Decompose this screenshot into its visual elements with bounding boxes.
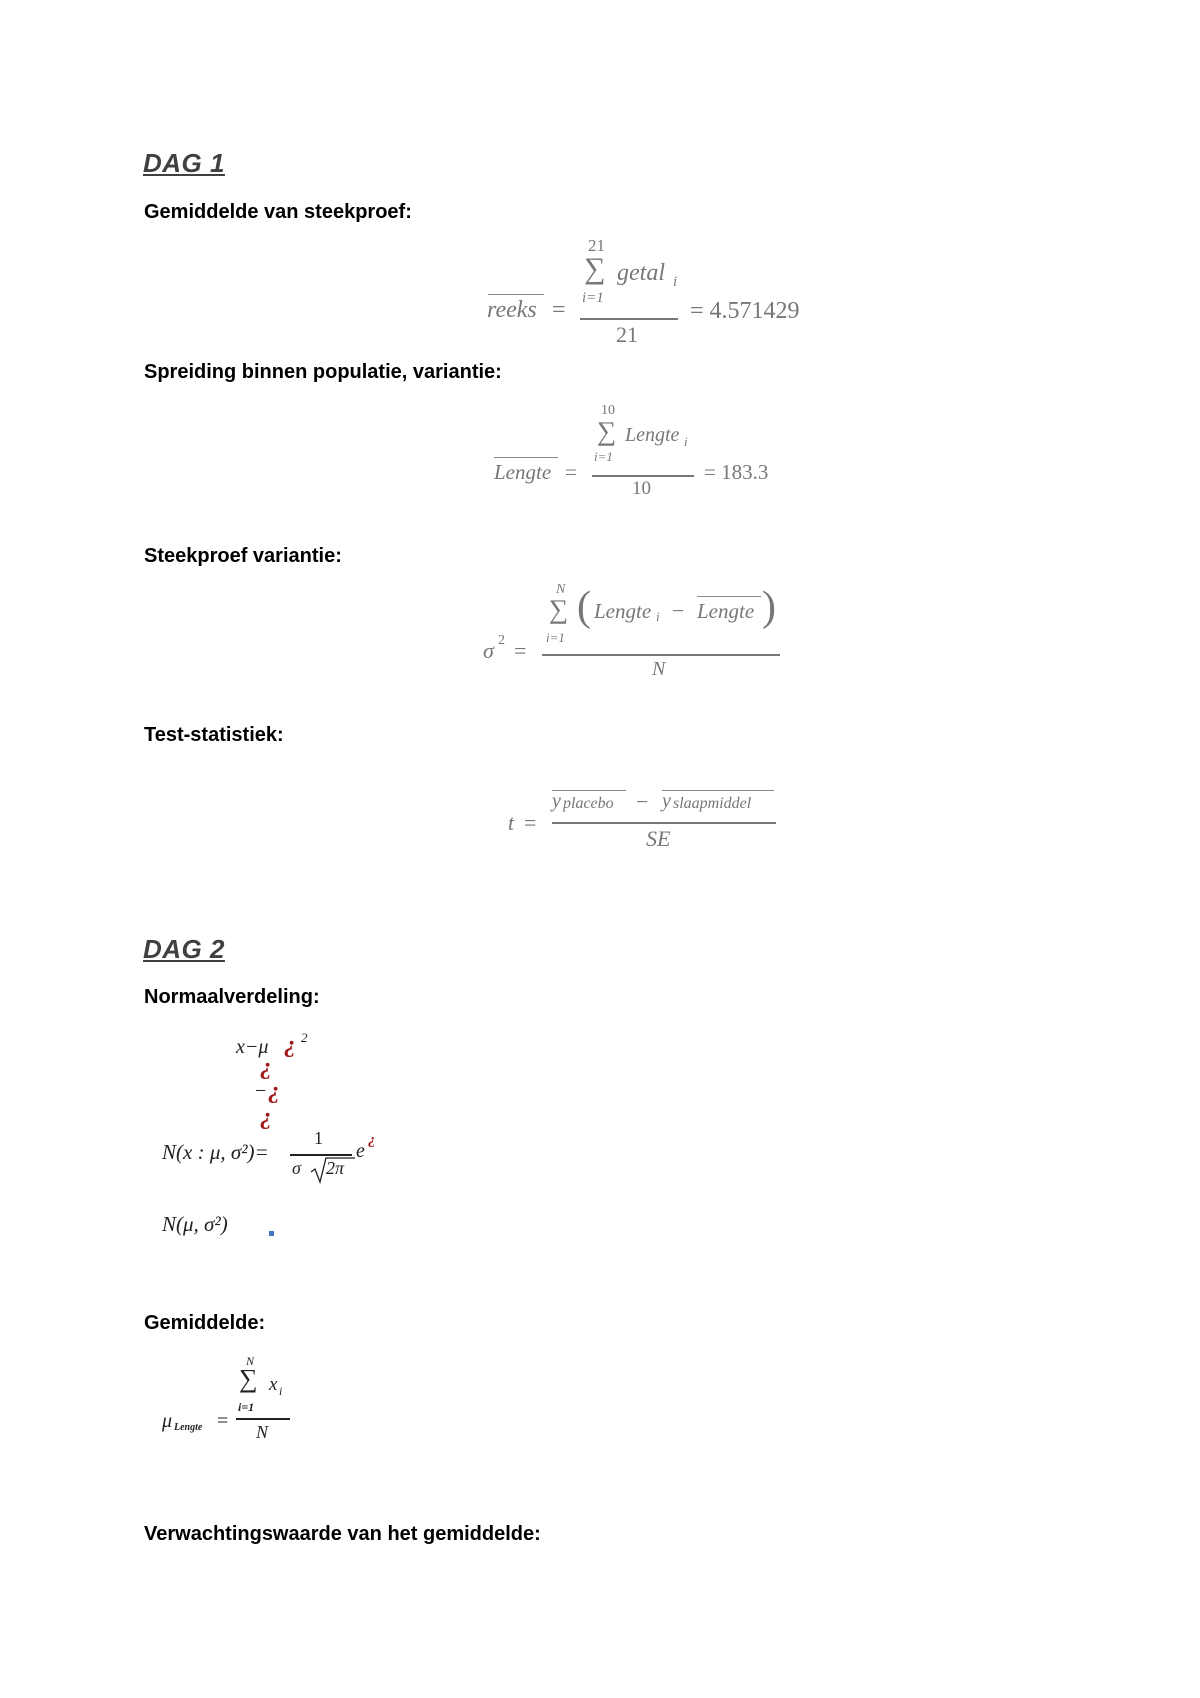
normal-minus: − bbox=[255, 1080, 267, 1102]
label-sample-mean: Gemiddelde van steekproef: bbox=[144, 201, 412, 223]
label-test-statistic: Test-statistiek: bbox=[144, 724, 284, 746]
day2-heading: DAG 2 bbox=[143, 934, 225, 964]
eq3-denominator: N bbox=[652, 658, 666, 680]
bullet-marker bbox=[269, 1231, 274, 1236]
day1-heading: DAG 1 bbox=[143, 148, 225, 178]
mean-lhs: μ bbox=[162, 1410, 173, 1432]
eq2-term-sub: i bbox=[684, 434, 688, 449]
mean-lhs-sub: Lengte bbox=[174, 1422, 203, 1433]
eq2-term: Lengte bbox=[625, 424, 680, 446]
eq4-y2: y bbox=[662, 790, 671, 812]
eq2-denominator: 10 bbox=[632, 478, 651, 499]
eq4-lhs: t bbox=[508, 810, 515, 835]
eq3-bar-term: Lengte bbox=[697, 599, 755, 623]
normal-numerator: 1 bbox=[314, 1128, 323, 1148]
eq4-denominator: SE bbox=[646, 826, 671, 851]
mean-term-sub: i bbox=[279, 1384, 283, 1398]
mean-denominator: N bbox=[256, 1422, 269, 1442]
close-paren-icon: ) bbox=[762, 584, 776, 630]
sigma-sum-icon: ∑ bbox=[597, 416, 617, 446]
mean-upper: N bbox=[246, 1354, 255, 1368]
eq2-upper: 10 bbox=[601, 403, 615, 418]
eq1-denominator: 21 bbox=[616, 322, 638, 347]
eq2-lhs: Lengte bbox=[494, 460, 552, 484]
sigma-sum-icon: ∑ bbox=[549, 594, 569, 624]
eq4-sub2: slaapmiddel bbox=[673, 795, 752, 812]
broken-glyph: ¿ bbox=[260, 1104, 272, 1130]
normal-den-sigma: σ bbox=[292, 1158, 301, 1178]
eq3-minus: − bbox=[672, 598, 685, 623]
eq3-term-sub: i bbox=[656, 609, 660, 624]
mean-lower: i=1 bbox=[238, 1400, 255, 1414]
normal-top-expression: x−μ bbox=[236, 1036, 269, 1058]
sigma-sum-icon: ∑ bbox=[584, 252, 606, 285]
equation-normal-distribution: x−μ ¿ 2 ¿ − ¿ ¿ N(x : μ, σ²)= 1 σ 2π e ¿ N(μ, σ²) bbox=[162, 1030, 376, 1236]
normal-short-notation: N(μ, σ²) bbox=[162, 1212, 228, 1236]
broken-glyph: ¿ bbox=[268, 1078, 280, 1104]
eq1-lhs: reeks bbox=[487, 297, 537, 323]
mean-term: x bbox=[269, 1374, 278, 1395]
label-normal-distribution: Normaalverdeling: bbox=[144, 986, 320, 1008]
equation-sample-mean: reeks = 21 ∑ getal i i=1 21 = 4.571429 bbox=[487, 236, 800, 347]
equation-population-mean: μ Lengte = N ∑ x i i=1 N bbox=[158, 1354, 318, 1454]
normal-exp-base: e bbox=[356, 1140, 365, 1162]
broken-glyph: ¿ bbox=[284, 1032, 296, 1058]
eq1-upper: 21 bbox=[588, 236, 605, 255]
eq1-result: = 4.571429 bbox=[690, 298, 800, 324]
eq4-minus: − bbox=[636, 789, 649, 814]
label-sample-variance: Steekproef variantie: bbox=[144, 545, 342, 567]
label-mean: Gemiddelde: bbox=[144, 1312, 266, 1334]
broken-glyph: ¿ bbox=[260, 1054, 272, 1080]
eq3-upper: N bbox=[556, 582, 566, 597]
label-expected-value-mean: Verwachtingswaarde van het gemiddelde: bbox=[144, 1523, 541, 1545]
open-paren-icon: ( bbox=[577, 584, 591, 630]
label-population-variance: Spreiding binnen populatie, variantie: bbox=[144, 361, 502, 383]
eq3-lower: i=1 bbox=[546, 630, 565, 645]
normal-den-root: 2π bbox=[326, 1158, 345, 1178]
eq4-y1: y bbox=[552, 790, 561, 812]
sigma-sum-icon: ∑ bbox=[239, 1364, 258, 1393]
equation-population-mean-length: Lengte = 10 ∑ Lengte i i=1 10 = 183.3 bbox=[494, 403, 769, 499]
eq2-lower: i=1 bbox=[594, 449, 613, 464]
normal-lhs: N(x : μ, σ²)= bbox=[162, 1140, 269, 1164]
eq1-term: getal bbox=[617, 260, 665, 286]
equation-sample-variance: σ 2 = N ∑ i=1 ( Lengte i − Lengte ) N bbox=[478, 578, 808, 693]
broken-glyph: ¿ bbox=[368, 1132, 376, 1148]
eq3-lhs: σ bbox=[483, 638, 494, 663]
eq3-term: Lengte bbox=[594, 599, 652, 623]
eq1-term-sub: i bbox=[673, 274, 678, 290]
eq4-sub1: placebo bbox=[563, 795, 614, 812]
eq1-lower: i=1 bbox=[582, 290, 604, 306]
eq2-result: = 183.3 bbox=[704, 460, 769, 484]
equation-t-statistic: t = y placebo − y slaapmiddel SE bbox=[498, 780, 798, 860]
